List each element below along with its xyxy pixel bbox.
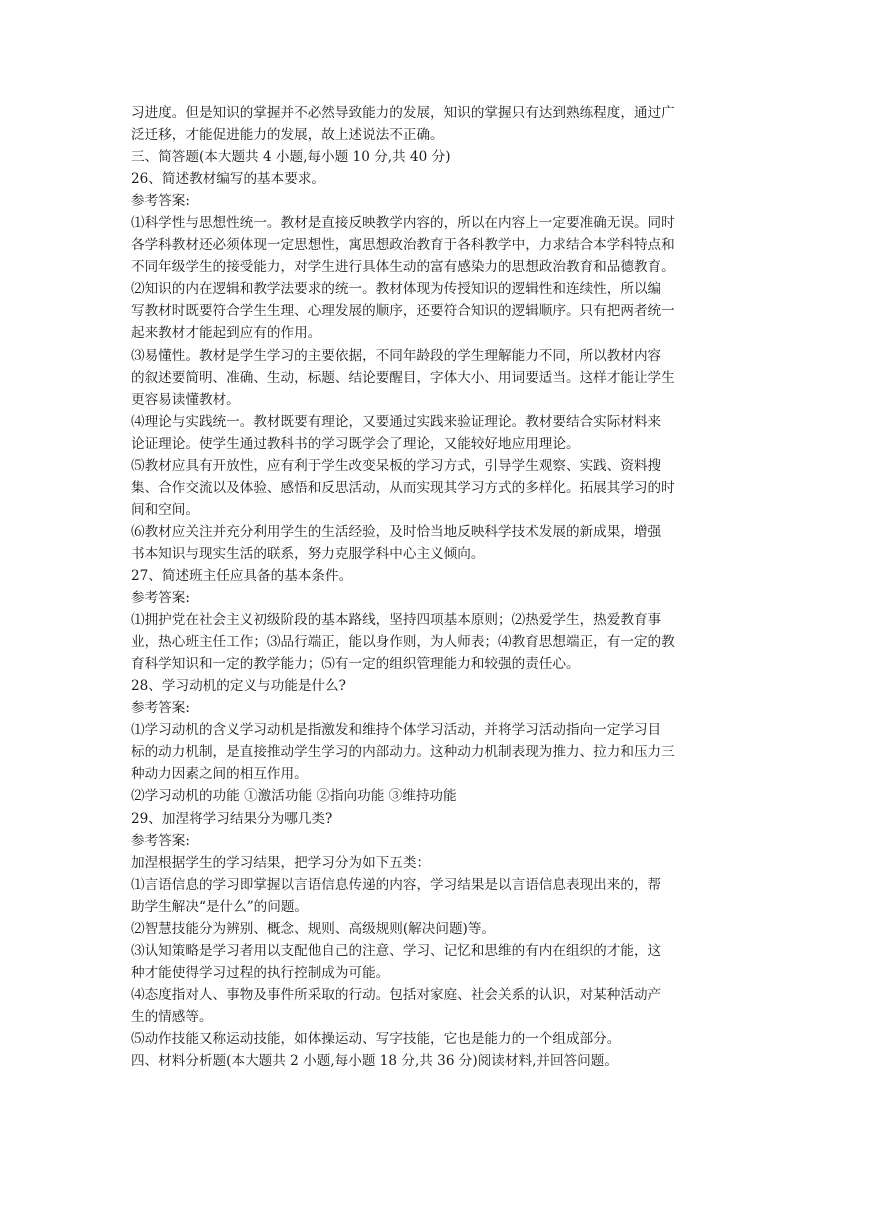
text-line: 标的动力机制，是直接推动学生学习的内部动力。这种动力机制表现为推力、拉力和压力三 [131,744,675,761]
text-line: ⑸教材应具有开放性，应有利于学生改变呆板的学习方式，引导学生观察、实践、资料搜 [131,457,662,474]
text-line: 集、合作交流以及体验、感悟和反思活动，从而实现其学习方式的多样化。拓展其学习的时 [131,479,675,496]
text-line: 的叙述要简明、准确、生动，标题、结论要醒目，字体大小、用词要适当。这样才能让学生 [131,369,675,386]
text-line: ⑹教材应关注并充分利用学生的生活经验，及时恰当地反映科学技术发展的新成果，增强 [131,523,662,540]
text-line: 习进度。但是知识的掌握并不必然导致能力的发展，知识的掌握只有达到熟练程度，通过广 [131,105,675,121]
question-title: 27、简述班主任应具备的基本条件。 [131,567,353,584]
text-line: ⑶认知策略是学习者用以支配他自己的注意、学习、记忆和思维的有内在组织的才能，这 [131,942,662,959]
text-line: 种才能使得学习过程的执行控制成为可能。 [131,964,390,981]
text-line: 更容易读懂教材。 [131,391,240,408]
text-line: 论证理论。使学生通过教科书的学习既学会了理论，又能较好地应用理论。 [131,435,580,452]
text-line: ⑴科学性与思想性统一。教材是直接反映教学内容的，所以在内容上一定要准确无误。同时 [131,215,675,232]
section-heading: 三、简答题(本大题共 4 小题,每小题 10 分,共 40 分) [131,149,451,166]
text-line: ⑵智慧技能分为辨别、概念、规则、高级规则(解决问题)等。 [131,920,496,937]
text-line: 书本知识与现实生活的联系，努力克服学科中心主义倾向。 [131,545,485,562]
section-heading: 四、材料分析题(本大题共 2 小题,每小题 18 分,共 36 分)阅读材料,并回答问题。 [131,1053,618,1070]
question-title: 29、加涅将学习结果分为哪几类? [131,810,333,827]
text-line: 业，热心班主任工作；⑶品行端正，能以身作则，为人师表；⑷教育思想端正，有一定的教 [131,634,675,651]
text-line: 加涅根据学生的学习结果，把学习分为如下五类： [131,854,431,871]
question-title: 26、简述教材编写的基本要求。 [131,171,326,188]
text-line: 不同年级学生的接受能力，对学生进行具体生动的富有感染力的思想政治教育和品德教育。 [131,259,675,276]
answer-label: 参考答案: [131,832,190,849]
text-line: 间和空间。 [131,501,199,518]
text-line: ⑸动作技能又称运动技能，如体操运动、写字技能，它也是能力的一个组成部分。 [131,1030,621,1047]
text-line: ⑶易懂性。教材是学生学习的主要依据，不同年龄段的学生理解能力不同，所以教材内容 [131,347,662,364]
text-line: 助学生解决“是什么”的问题。 [131,898,309,915]
text-line: ⑷态度指对人、事物及事件所采取的行动。包括对家庭、社会关系的认识，对某种活动产 [131,986,662,1003]
text-line: 各学科教材还必须体现一定思想性，寓思想政治教育于各科教学中，力求结合本学科特点和 [131,237,675,254]
text-line: ⑵学习动机的功能 ①激活功能 ②指向功能 ③维持功能 [131,788,457,805]
text-line: 泛迁移，才能促进能力的发展，故上述说法不正确。 [131,127,444,144]
text-line: 写教材时既要符合学生生理、心理发展的顺序，还要符合知识的逻辑顺序。只有把两者统一 [131,303,675,320]
text-line: ⑴拥护党在社会主义初级阶段的基本路线，坚持四项基本原则；⑵热爱学生，热爱教育事 [131,612,662,629]
text-line: ⑴学习动机的含义学习动机是指激发和维持个体学习活动，并将学习活动指向一定学习目 [131,722,662,739]
text-line: 育科学知识和一定的教学能力；⑸有一定的组织管理能力和较强的责任心。 [131,656,580,673]
answer-label: 参考答案: [131,590,190,607]
text-line: ⑴言语信息的学习即掌握以言语信息传递的内容，学习结果是以言语信息表现出来的，帮 [131,876,662,893]
text-line: 生的情感等。 [131,1008,213,1025]
answer-label: 参考答案: [131,193,190,210]
text-line: ⑵知识的内在逻辑和教学法要求的统一。教材体现为传授知识的逻辑性和连续性，所以编 [131,281,662,298]
text-line: 种动力因素之间的相互作用。 [131,766,308,783]
question-title: 28、学习动机的定义与功能是什么? [131,678,346,695]
text-line: ⑷理论与实践统一。教材既要有理论，又要通过实践来验证理论。教材要结合实际材料来 [131,413,662,430]
answer-label: 参考答案: [131,700,190,717]
text-line: 起来教材才能起到应有的作用。 [131,325,322,342]
document-page [131,102,741,1072]
